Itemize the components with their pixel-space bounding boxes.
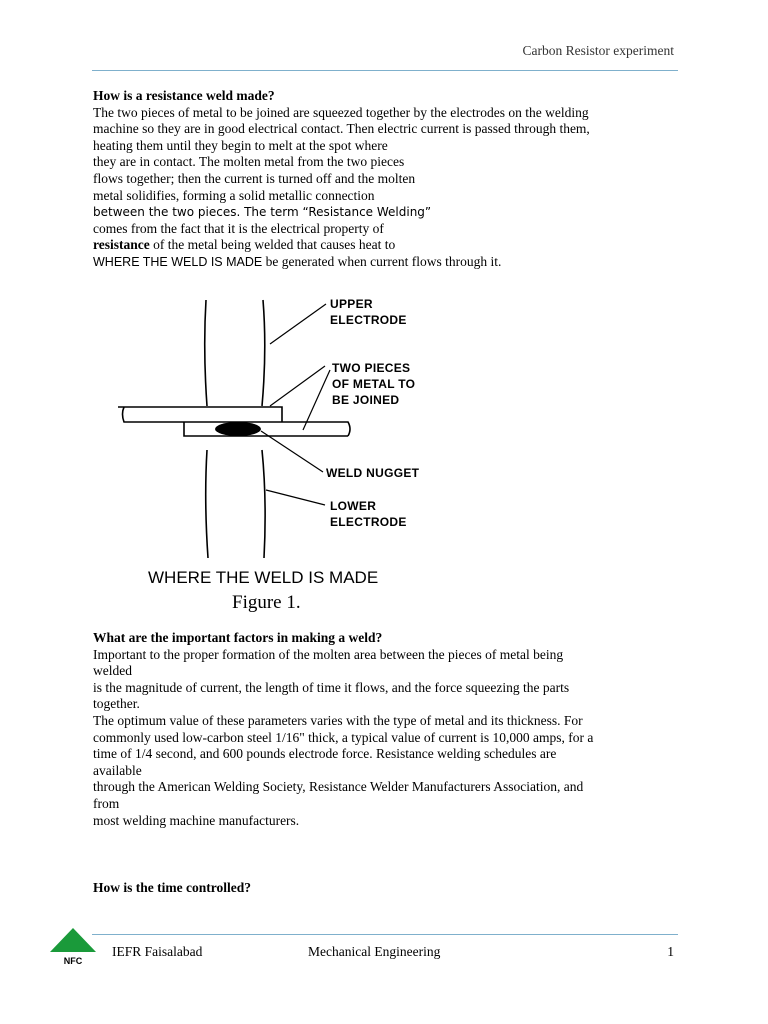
footer-department: Mechanical Engineering	[308, 944, 441, 959]
figure-title: WHERE THE WELD IS MADE	[148, 568, 379, 587]
section1-line: comes from the fact that it is the electrical property of	[93, 220, 384, 236]
header-divider	[92, 70, 678, 71]
figure-caption: Figure 1.	[232, 592, 301, 613]
label-two-pieces: TWO PIECES OF METAL TO BE JOINED	[332, 361, 416, 407]
label-weld-nugget: WELD NUGGET	[326, 466, 420, 480]
page-number: 1	[667, 944, 674, 959]
section1-line: machine so they are in good electrical contact. Then electric current is passed through them,	[93, 121, 590, 137]
lower-electrode-left-edge	[206, 450, 208, 558]
leader-lower-electrode	[266, 490, 325, 505]
section2-line: commonly used low-carbon steel 1/16" thick, a typical value of current is 10,000 amps, for a	[93, 729, 594, 745]
section2-line: from	[93, 795, 120, 811]
section1-heading: How is a resistance weld made?	[93, 88, 275, 103]
resistance-bold: resistance	[93, 237, 150, 253]
lower-electrode-right-edge	[262, 450, 265, 558]
section-weld-factors	[93, 630, 673, 829]
footer-divider	[92, 934, 678, 935]
inline-figure-title: WHERE THE WELD IS MADE	[93, 254, 263, 269]
upper-electrode-right-edge	[262, 300, 265, 406]
upper-plate-end	[123, 407, 185, 422]
header-title: Carbon Resistor experiment	[522, 43, 674, 58]
section2-line: through the American Welding Society, Resistance Welder Manufacturers Association, and	[93, 779, 584, 795]
section1-line: they are in contact. The molten metal from the two pieces	[93, 154, 405, 170]
section2-line: time of 1/4 second, and 600 pounds electrode force. Resistance welding schedules are	[93, 746, 557, 762]
section2-line: is the magnitude of current, the length of time it flows, and the force squeezing the parts	[93, 679, 570, 695]
section2-heading: What are the important factors in making a weld?	[93, 630, 383, 645]
upper-electrode-left-edge	[205, 300, 207, 406]
section2-line: Important to the proper formation of the molten area between the pieces of metal being	[93, 646, 564, 662]
section1-line: flows together; then the current is turned off and the molten	[93, 170, 416, 186]
weld-nugget-shape	[215, 422, 261, 436]
logo-text: NFC	[63, 956, 83, 966]
upper-plate	[118, 407, 282, 422]
section2-line: available	[93, 762, 142, 778]
footer-institution: IEFR Faisalabad	[112, 944, 203, 959]
section1-line: metal solidifies, forming a solid metallic connection	[93, 187, 375, 203]
nfc-logo-icon	[48, 928, 98, 968]
section1-line: The two pieces of metal to be joined are squeezed together by the electrodes on the welding	[93, 104, 589, 120]
section3-heading: How is the time controlled?	[93, 880, 251, 895]
section1-line	[93, 237, 673, 254]
leader-upper-electrode	[270, 304, 326, 344]
label-upper-electrode: UPPER ELECTRODE	[330, 297, 407, 327]
label-lower-electrode: LOWER ELECTRODE	[330, 499, 407, 529]
lower-plate-end	[184, 422, 350, 436]
section1-line: heating them until they begin to melt at the spot where	[93, 137, 388, 153]
section1-line: between the two pieces. The term “Resistance Welding”	[93, 205, 432, 220]
figure-weld-diagram	[118, 290, 438, 620]
section-resistance-weld	[93, 88, 673, 271]
section1-line-rest: of the metal being welded that causes heat to	[149, 237, 396, 253]
section2-line: welded	[93, 663, 132, 679]
section1-line-rest: be generated when current flows through it.	[262, 253, 502, 269]
section2-line: most welding machine manufacturers.	[93, 812, 300, 828]
leader-weld-nugget	[261, 431, 323, 472]
section2-line: The optimum value of these parameters varies with the type of metal and its thickness. For	[93, 712, 583, 728]
section2-line: together.	[93, 696, 140, 712]
section1-line	[93, 254, 673, 271]
